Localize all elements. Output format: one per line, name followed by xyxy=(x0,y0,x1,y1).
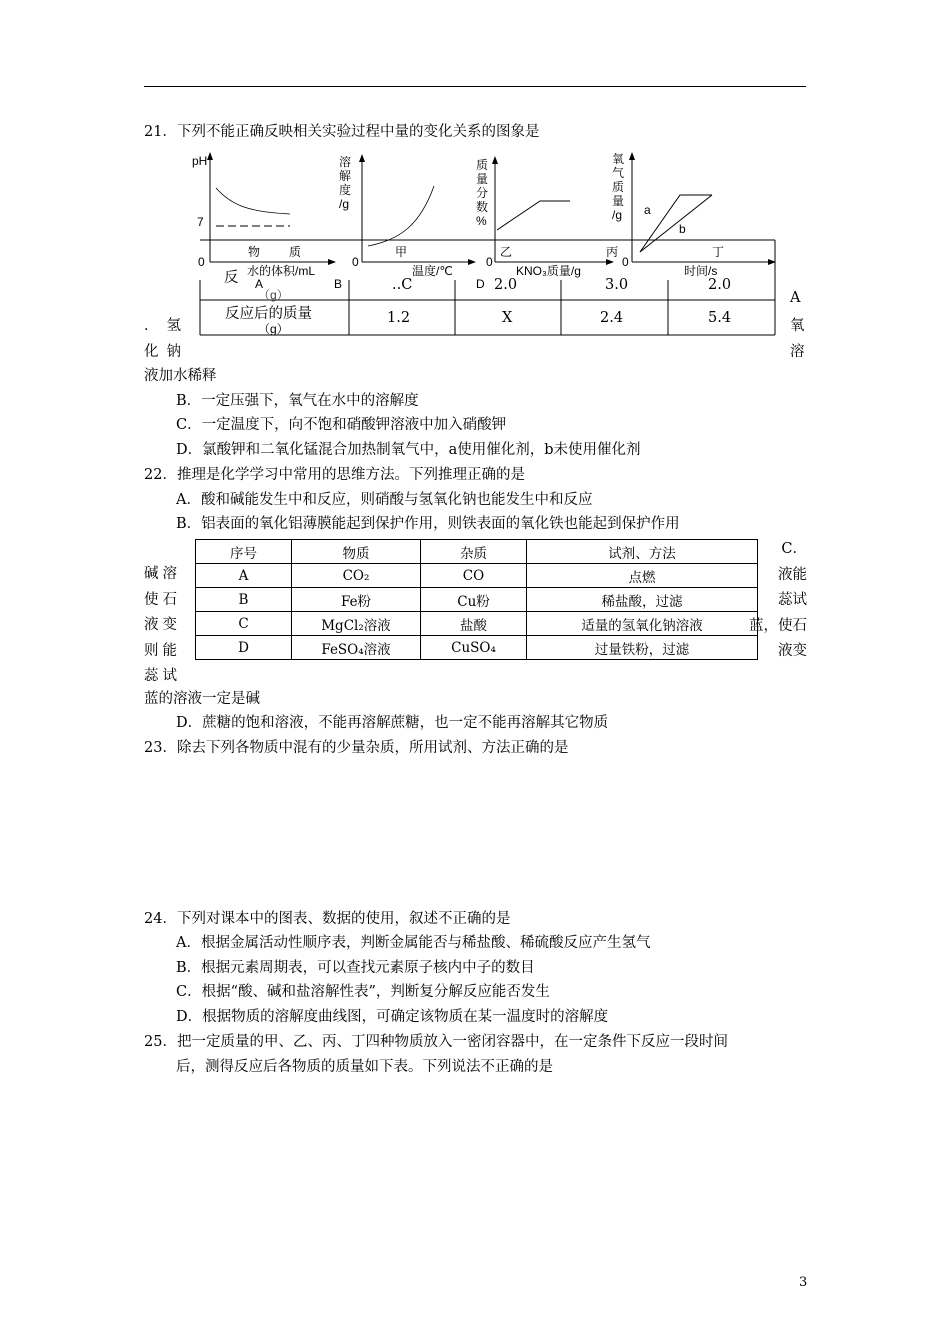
q22-optD: D．蔗糖的饱和溶液，不能再溶解蔗糖，也一定不能再溶解其它物质 xyxy=(176,715,609,731)
overlay-table-lines xyxy=(0,0,950,400)
q21-optB: B．一定压强下，氧气在水中的溶解度 xyxy=(176,393,419,409)
q21-optA-right-1: 氧 xyxy=(790,318,805,334)
overlay-header-frag-4: 乙 xyxy=(500,245,513,259)
overlay-after-value-4: 5.4 xyxy=(708,310,732,326)
graph4-curve-b: b xyxy=(679,222,686,236)
overlay-row-after-label: 反应后的质量 xyxy=(225,306,312,322)
q21-optA-left-2: 化钠 xyxy=(144,344,189,360)
graph4-zero: 0 xyxy=(622,255,629,269)
graph3-zero: 0 xyxy=(486,255,493,269)
q22-stem: 22．推理是化学学习中常用的思维方法。下列推理正确的是 xyxy=(144,467,525,483)
q22-optC-right: C． 液能 蕊试 蓝，使石 液变 xyxy=(749,541,807,659)
q21-optC: C．一定温度下，向不饱和硝酸钾溶液中加入硝酸钾 xyxy=(176,417,507,433)
q23-header-index: 序号 xyxy=(196,540,292,564)
q24-optB: B．根据元素周期表，可以查找元素原子核内中子的数目 xyxy=(176,960,535,976)
q21-optA-tail: 液加水稀释 xyxy=(144,368,217,384)
table-row xyxy=(196,588,758,612)
overlay-row-mid-c: ..C xyxy=(392,277,413,293)
overlay-row-mid-d: 2.0 xyxy=(494,277,518,293)
q23-stem: 23．除去下列各物质中混有的少量杂质，所用试剂、方法正确的是 xyxy=(144,740,569,756)
q23-cell: D xyxy=(196,636,292,660)
overlay-row-mid-unit: （g） xyxy=(258,288,289,302)
graph2-zero: 0 xyxy=(352,255,359,269)
q21-stem: 21．下列不能正确反映相关实验过程中量的变化关系的图象是 xyxy=(144,124,540,140)
q23-cell: B xyxy=(196,588,292,612)
q23-header-method: 试剂、方法 xyxy=(527,540,758,564)
q23-cell: 适量的氢氧化钠溶液 xyxy=(527,612,758,636)
q23-cell: CuSO₄ xyxy=(421,636,527,660)
q23-cell: 点燃 xyxy=(527,564,758,588)
q25-stem-line2: 后，测得反应后各物质的质量如下表。下列说法不正确的是 xyxy=(176,1059,553,1075)
q21-optD: D．氯酸钾和二氧化锰混合加热制氧气中，a使用催化剂，b未使用催化剂 xyxy=(176,442,641,458)
overlay-row-mid-label: 反 xyxy=(224,270,239,286)
q23-cell: Fe粉 xyxy=(292,588,421,612)
overlay-row-mid-f: 2.0 xyxy=(708,277,732,293)
graph1-zero: 0 xyxy=(198,255,205,269)
page-number: 3 xyxy=(799,1275,808,1290)
overlay-header-frag-3: 甲 xyxy=(395,245,408,259)
q24-optC: C．根据“酸、碱和盐溶解性表”，判断复分解反应能否发生 xyxy=(176,984,550,1000)
q25-stem-line1: 25．把一定质量的甲、乙、丙、丁四种物质放入一密闭容器中，在一定条件下反应一段时间 xyxy=(144,1034,728,1050)
graph-letter-a: A xyxy=(255,277,264,291)
q21-optA-left-1: ．氢 xyxy=(144,318,189,334)
q21-optA-right-2: 溶 xyxy=(790,344,805,360)
overlay-after-value-2: X xyxy=(502,310,513,326)
q23-header-impurity: 杂质 xyxy=(421,540,527,564)
overlay-header-frag-2: 质 xyxy=(289,245,302,259)
q21-optA-letter: A xyxy=(790,290,801,306)
q22-optC-left: 碱溶 使石 液变 则能 蕊试 xyxy=(144,566,181,684)
q22-optB: B．铝表面的氧化铝薄膜能起到保护作用，则铁表面的氧化铁也能起到保护作用 xyxy=(176,516,680,532)
q23-cell: 盐酸 xyxy=(421,612,527,636)
graph1-y-label: pH xyxy=(192,154,208,168)
table-row xyxy=(196,612,758,636)
q23-cell: C xyxy=(196,612,292,636)
q23-cell: 稀盐酸，过滤 xyxy=(527,588,758,612)
overlay-row-after-unit: （g） xyxy=(258,322,289,336)
graph4-x-label: 时间/s xyxy=(684,264,718,278)
graph1-seven: 7 xyxy=(197,215,204,229)
graph2-y-label: 溶 解 度 /g xyxy=(339,155,352,211)
q24-optD: D．根据物质的溶解度曲线图，可确定该物质在某一温度时的溶解度 xyxy=(176,1009,609,1025)
overlay-after-value-1: 1.2 xyxy=(387,310,411,326)
q23-cell: CO₂ xyxy=(292,564,421,588)
graph-letter-d: D xyxy=(476,277,485,291)
graph4-curve-a: a xyxy=(644,203,651,217)
q22-optA: A．酸和碱能发生中和反应，则硝酸与氢氧化钠也能发生中和反应 xyxy=(176,492,593,508)
overlay-after-value-3: 2.4 xyxy=(600,310,624,326)
graph3-x-label: KNO₃质量/g xyxy=(516,264,581,278)
q23-cell: A xyxy=(196,564,292,588)
graph4-y-label: 氧 气 质 量 /g xyxy=(612,152,625,222)
overlay-header-frag-1: 物 xyxy=(248,245,261,259)
table-row xyxy=(196,564,758,588)
q23-header-substance: 物质 xyxy=(292,540,421,564)
graph-letter-b: B xyxy=(334,277,343,291)
q23-cell: 过量铁粉，过滤 xyxy=(527,636,758,660)
q23-cell: MgCl₂溶液 xyxy=(292,612,421,636)
overlay-header-frag-6: 丁 xyxy=(712,245,725,259)
q22-optC-tail: 蓝的溶液一定是碱 xyxy=(144,691,260,707)
table-row xyxy=(196,636,758,660)
graph1-x-label: 水的体积/mL xyxy=(247,264,316,278)
q23-table xyxy=(195,539,758,660)
overlay-row-mid-e: 3.0 xyxy=(605,277,629,293)
q23-cell: FeSO₄溶液 xyxy=(292,636,421,660)
graph3-y-label: 质 量 分 数 % xyxy=(476,158,489,228)
overlay-header-frag-5: 丙 xyxy=(606,245,619,259)
q23-cell: CO xyxy=(421,564,527,588)
q23-cell: Cu粉 xyxy=(421,588,527,612)
q24-optA: A．根据金属活动性顺序表，判断金属能否与稀盐酸、稀硫酸反应产生氢气 xyxy=(176,935,651,951)
graph2-x-label: 温度/℃ xyxy=(412,264,453,278)
q24-stem: 24．下列对课本中的图表、数据的使用，叙述不正确的是 xyxy=(144,911,511,927)
